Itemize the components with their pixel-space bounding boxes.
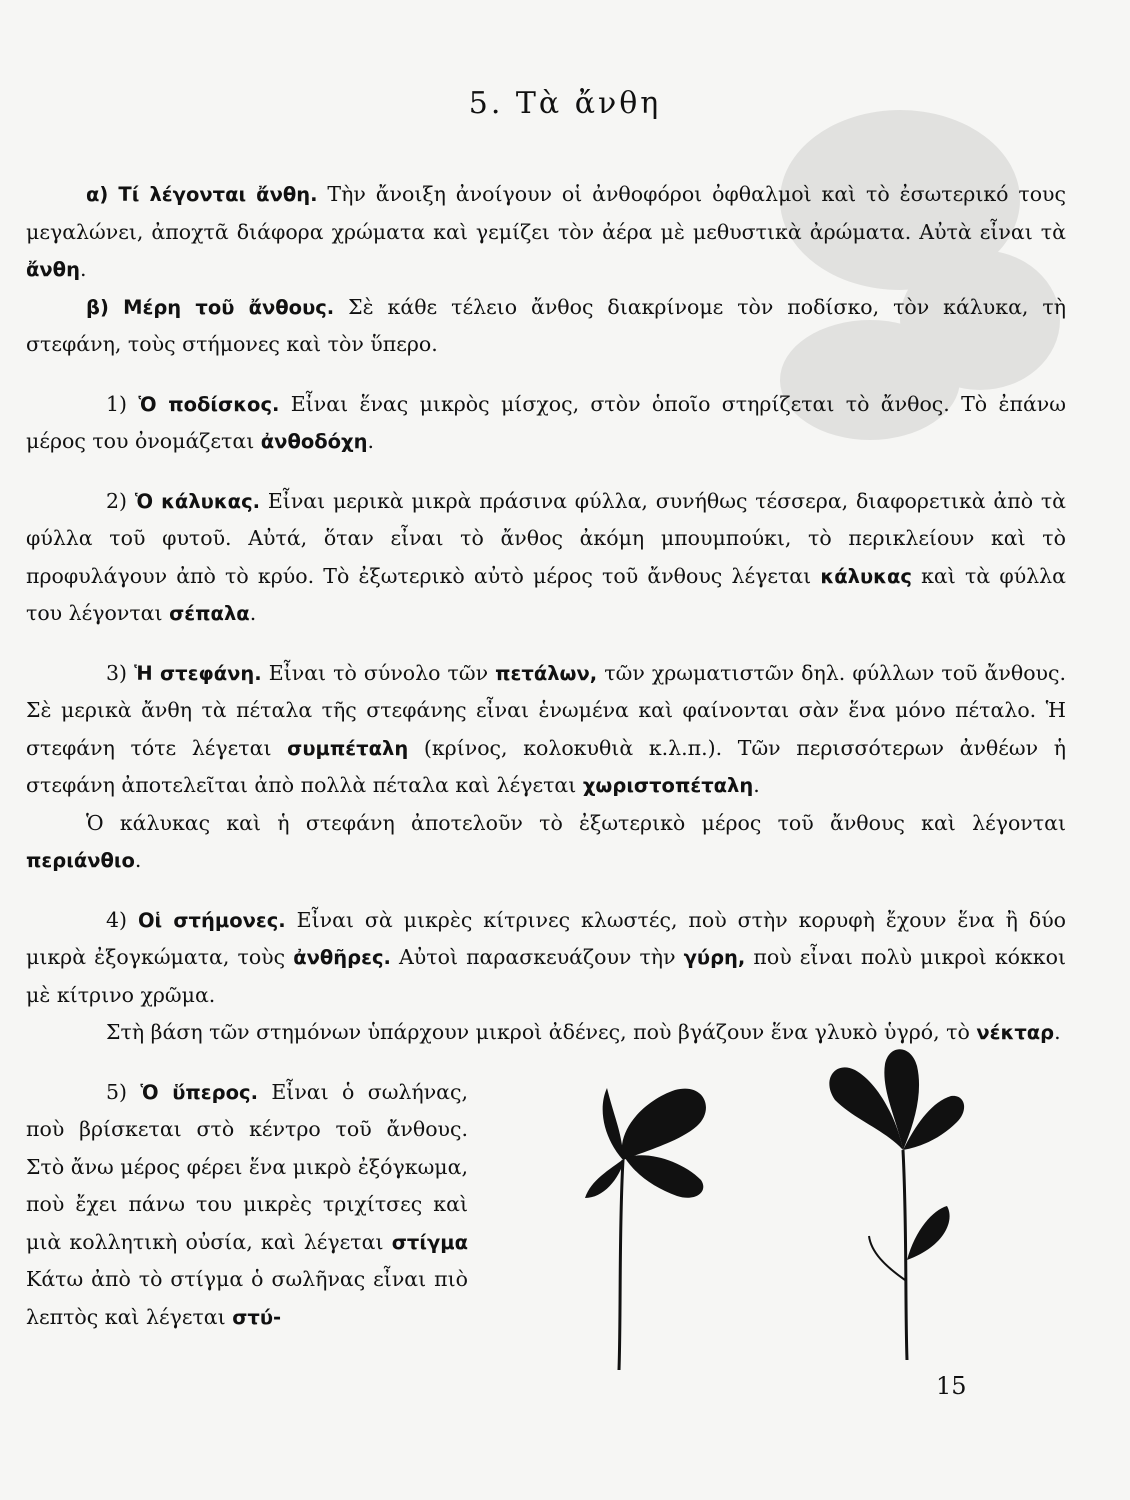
- paragraph-stamens: 4) Οἱ στήμονες. Εἶναι σὰ μικρὲς κίτρινες κλωστές, ποὺ στὴν κορυφὴ ἔχουν ἕνα ἢ δύο μικρὰ ἐξογκώματα, τοὺς ἀνθῆρες. Αὐτοὶ παρασκευάζουν τὴν γύρη, ποὺ εἶναι πολὺ μικροὶ κόκκοι μὲ κίτρινο χρῶμα.: [26, 907, 1067, 1007]
- term-sepals: σέπαλα: [169, 602, 250, 625]
- paragraph-corolla: 3) Ἡ στεφάνη. Εἶναι τὸ σύνολο τῶν πετάλων, τῶν χρωματιστῶν δηλ. φύλλων τοῦ ἄνθους. Σὲ μερικὰ ἄνθη τὰ πέταλα τῆς στεφάνης εἶναι ἑνωμένα καὶ φαίνονται σὰν ἕνα μόνο πέταλο. Ἡ στεφάνη τότε λέγεται συμπέταλη (κρίνος, κολοκυθιὰ κ.λ.π.). Τῶν περισσότερων ἀνθέων ἡ στεφάνη ἀποτελεῖται ἀπὸ πολλὰ πέταλα καὶ λέγεται χωριστοπέταλη.: [26, 660, 1066, 797]
- term-style: στύ-: [232, 1305, 282, 1329]
- term-anthers: ἀνθῆρες.: [293, 946, 391, 969]
- paragraph-calyx: 2) Ὁ κάλυκας. Εἶναι μερικὰ μικρὰ πράσινα φύλλα, συνήθως τέσσερα, διαφορετικὰ ἀπὸ τὰ φύλλα τοῦ φυτοῦ. Αὐτά, ὅταν εἶναι τὸ ἄνθος ἀκόμη μπουμπούκι, τὸ περικλείουν καὶ τὸ προφυλάγουν ἀπὸ τὸ κρύο. Τὸ ἐξωτερικὸ αὐτὸ μέρος τοῦ ἄνθους λέγεται κάλυκας καὶ τὰ φύλλα του λέγονται σέπαλα.: [26, 488, 1067, 625]
- flower-illustration: [585, 1030, 985, 1390]
- term-calyx: κάλυκας: [820, 564, 912, 588]
- paragraph-nectar: Στὴ βάση τῶν στημόνων ὑπάρχουν μικροὶ ἀδένες, ποὺ βγάζουν ἕνα γλυκὸ ὑγρό, τὸ νέκταρ.: [106, 1020, 1061, 1044]
- flower-left-leaf: [603, 1088, 623, 1160]
- term-receptacle: ἀνθοδόχη: [260, 430, 368, 453]
- paragraph-what-are-flowers: α) Τί λέγονται ἄνθη. Τὴν ἄνοιξη ἀνοίγουν οἱ ἀνθοφόροι ὀφθαλμοὶ καὶ τὸ ἐσωτερικό τους μεγαλώνει, ἀποχτᾶ διάφορα χρώματα καὶ γεμίζει τὸν ἀέρα μὲ μεθυστικὰ ἀρώματα. Αὐτὰ εἶναι τὰ ἄνθη.: [26, 182, 1066, 281]
- heading-pedicel: Ὁ ποδίσκος.: [138, 392, 280, 416]
- flower-left-stem: [619, 1160, 623, 1370]
- flower-left-petals: [622, 1089, 706, 1160]
- heading-corolla: Ἡ στεφάνη.: [134, 661, 262, 685]
- term-petals: πετάλων,: [495, 661, 598, 685]
- paragraph-perianth: Ὁ κάλυκας καὶ ἡ στεφάνη ἀποτελοῦν τὸ ἐξωτερικὸ μέρος τοῦ ἄνθους καὶ λέγονται περιάνθιο.: [26, 810, 1066, 872]
- term-nectar: νέκταρ: [976, 1021, 1055, 1044]
- term-perianth: περιάνθιο: [26, 849, 135, 872]
- paragraph-pedicel: 1) Ὁ ποδίσκος. Εἶναι ἕνας μικρὸς μίσχος, στὸν ὁποῖο στηρίζεται τὸ ἄνθος. Τὸ ἐπάνω μέρος του ὀνομάζεται ἀνθοδόχη.: [26, 391, 1066, 453]
- page-title: 5. Τὰ ἄνθη: [468, 86, 662, 121]
- term-pollen: γύρη,: [683, 946, 746, 969]
- term-sympetalous: συμπέταλη: [287, 736, 409, 760]
- term-stigma: στίγμα: [391, 1230, 468, 1254]
- heading-flower-parts: β) Μέρη τοῦ ἄνθους.: [86, 295, 335, 319]
- heading-what-are-flowers: α) Τί λέγονται ἄνθη.: [86, 183, 318, 206]
- heading-stamens: Οἱ στήμονες.: [137, 908, 286, 932]
- page-number: 15: [936, 1372, 967, 1400]
- paragraph-pistil: 5) Ὁ ὕπερος. Εἶναι ὁ σωλήνας, ποὺ βρίσκεται στὸ κέντρο τοῦ ἄνθους. Στὸ ἄνω μέρος φέρει ἕνα μικρὸ ἐξόγκωμα, ποὺ ἔχει πάνω του μικρὲς τριχίτσες καὶ μιὰ κολλητικὴ οὐσία, καὶ λέγεται στίγμα Κάτω ἀπὸ τὸ στίγμα ὁ σωλῆνας εἶναι πιὸ λεπτὸς καὶ λέγεται στύ-: [26, 1079, 468, 1329]
- term-anthi: ἄνθη: [26, 258, 80, 281]
- term-choripetalous: χωριστοπέταλη: [582, 774, 754, 797]
- flower-right-bud: [907, 1206, 950, 1260]
- heading-pistil: Ὁ ὕπερος.: [140, 1080, 258, 1104]
- paragraph-flower-parts: β) Μέρη τοῦ ἄνθους. Σὲ κάθε τέλειο ἄνθος διακρίνομε τὸν ποδίσκο, τὸν κάλυκα, τὴ στεφάνη, τοὺς στήμονες καὶ τὸν ὕπερο.: [26, 294, 1066, 356]
- flower-right-stem: [903, 1150, 907, 1360]
- heading-calyx: Ὁ κάλυκας.: [134, 489, 261, 513]
